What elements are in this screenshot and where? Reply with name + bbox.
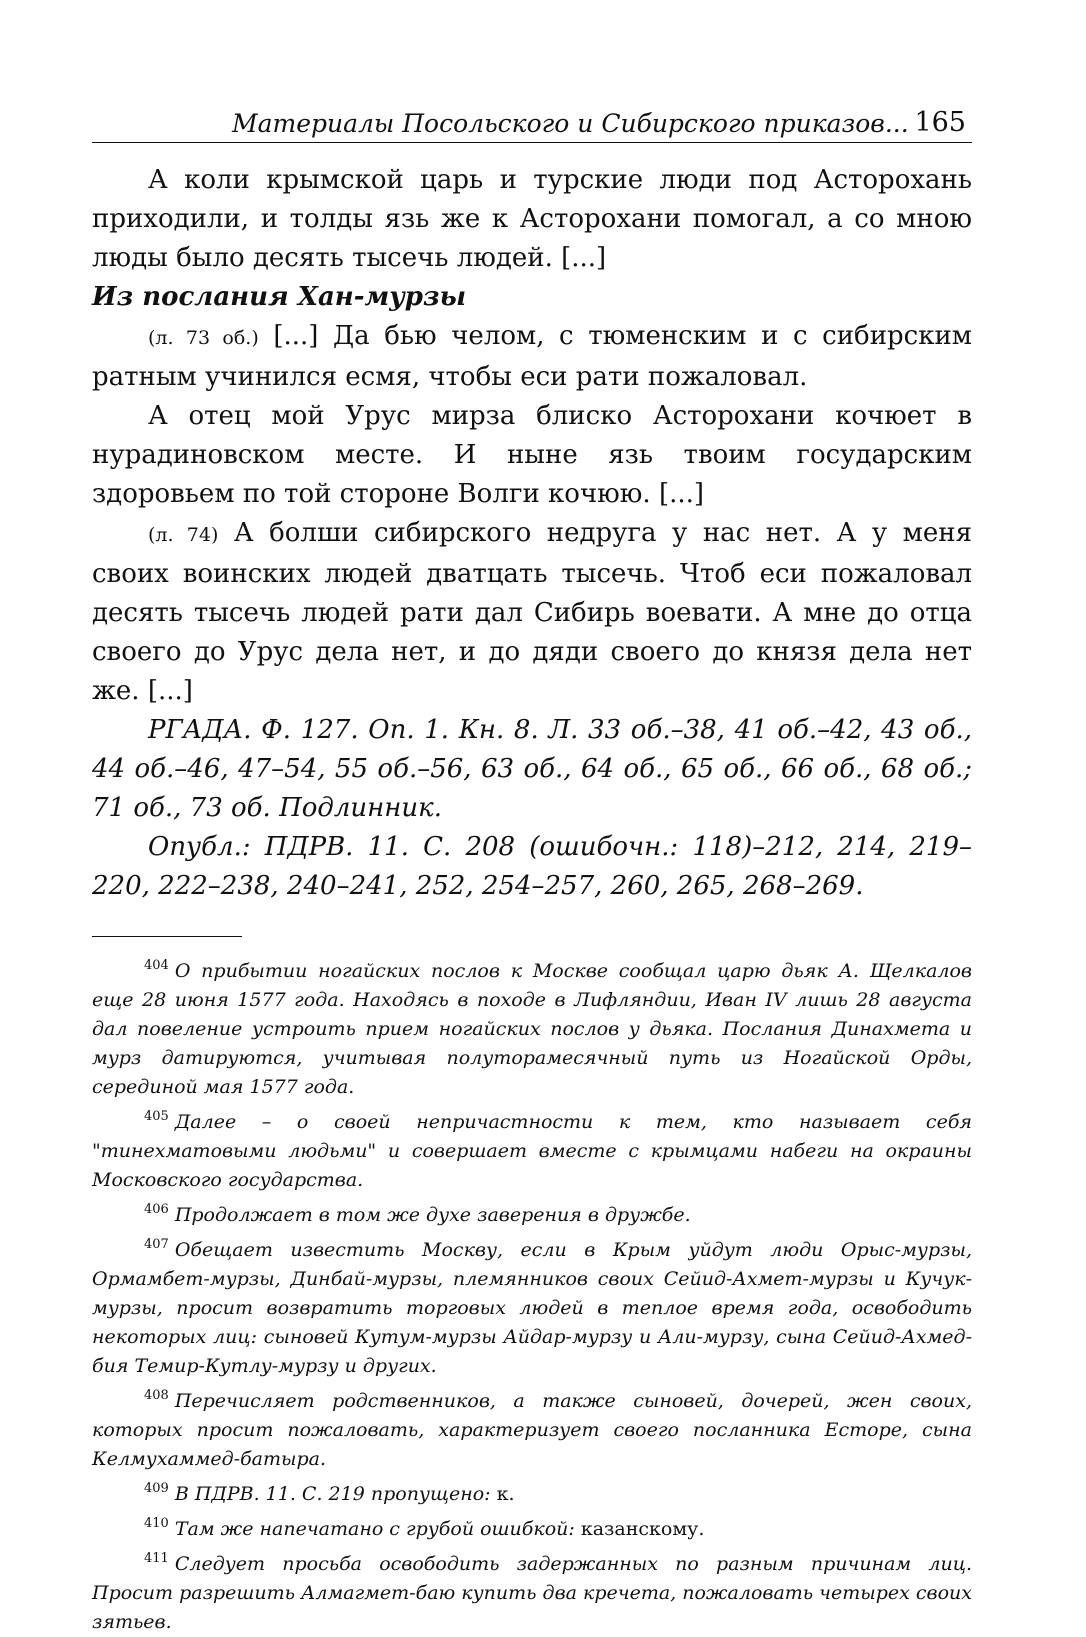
footnote — [92, 1230, 972, 1381]
paragraph-1: А коли крымской царь и турские люди под Асторохань приходили, и толды язь же к Асторохани помогал, а со мною люды было десять тысечь людей. [...] — [92, 165, 972, 273]
quoted-word: к. — [496, 1483, 515, 1505]
footnote-text: Далее – о своей непричастности к тем, кто называет себя "тинехматовыми людьми" и совершает вместе с крымцами набеги на окраины Московского государства. — [92, 1111, 972, 1191]
footnote-text: О прибытии ногайских послов к Москве сообщал царю дьяк А. Щелкалов еще 28 июня 1577 года. Находясь в походе в Лифляндии, Иван IV лишь 28 августа дал повеление устроить прием ногайских послов у дьяка. Послания Динахмета и мурз датируются, учитывая полуторамесячный путь из Ногайской Орды, серединой мая 1577 года. — [92, 960, 972, 1098]
footnote — [92, 1544, 972, 1637]
paragraph-4-text: А болши сибирского недруга у нас нет. А у меня своих воинских людей дватцать тысечь. Чтоб еси пожаловал десять тысечь людей рати дал Сибирь воевати. А мне до отца своего до Урус дела нет, и до дяди своего до князя дела нет же. [...] — [92, 518, 972, 706]
footnote-number: 406 — [144, 1202, 169, 1217]
paragraph-2-text: [...] Да бью челом, с тюменским и с сибирским ратным учинился есмя, чтобы еси рати пожаловал. — [92, 321, 973, 392]
folio-ref: (л. 74) — [148, 524, 219, 546]
footnote-number: 405 — [144, 1109, 169, 1124]
footnote — [92, 1102, 972, 1195]
footnote-number: 404 — [144, 958, 169, 973]
footnote — [92, 1381, 972, 1474]
footnote-number: 409 — [144, 1481, 169, 1496]
footnote-text: Обещает известить Москву, если в Крым уйдут люди Орыс-мурзы, Ормамбет-мурзы, Динбай-мурзы, племянников своих Сейид-Ахмет-мурзы и Кучук-мурзы, просит возвратить торговых людей в теплое время года, освободить некоторых лиц: сыновей Кутум-мурзы Айдар-мурзу и Али-мурзу, сына Сейид-Ахмед-бия Темир-Кутлу-мурзу и других. — [92, 1239, 972, 1377]
footnote-number: 411 — [144, 1551, 169, 1566]
footnote — [92, 1474, 972, 1509]
page — [92, 96, 972, 1637]
footnote-text: В ПДРВ. 11. С. 219 пропущено: — [174, 1483, 491, 1505]
archive-source: РГАДА. Ф. 127. Оп. 1. Кн. 8. Л. 33 об.–38, 41 об.–42, 43 об., 44 об.–46, 47–54, 55 об.–56, 63 об., 64 об., 65 об., 66 об., 68 об.; 71 об., 73 об. Подлинник. — [92, 715, 972, 823]
footnote-divider — [92, 936, 242, 937]
running-head — [92, 96, 972, 143]
page-number: 165 — [914, 107, 966, 138]
footnote-text: Следует просьба освободить задержанных по разным причинам лиц. Просит разрешить Алмагмет-баю купить два кречета, пожаловать четырех своих зятьев. — [92, 1553, 972, 1633]
footnote — [92, 951, 972, 1102]
footnote-text: Продолжает в том же духе заверения в дружбе. — [174, 1204, 691, 1226]
footnote-number: 408 — [144, 1388, 169, 1403]
paragraph-4 — [92, 514, 972, 711]
footnotes — [92, 951, 972, 1637]
folio-ref: (л. 73 об.) — [148, 327, 259, 349]
footnote-number: 410 — [144, 1516, 169, 1531]
footnote-text: Перечисляет родственников, а также сыновей, дочерей, жен своих, которых просит пожаловать, характеризует своего посланника Есторе, сына Келмухаммед-батыра. — [92, 1390, 972, 1470]
quoted-word: казанскому. — [580, 1518, 705, 1540]
paragraph-3: А отец мой Урус мирза блиско Асторохани кочюет в нурадиновском месте. И ныне язь твоим государским здоровьем по той стороне Волги кочюю. [...] — [92, 401, 972, 509]
section-heading: Из послания Хан-мурзы — [92, 282, 467, 312]
footnote-number: 407 — [144, 1237, 169, 1252]
footnote — [92, 1195, 972, 1230]
footnote — [92, 1509, 972, 1544]
paragraph-2 — [92, 317, 972, 397]
main-text — [92, 161, 972, 906]
running-title: Материалы Посольского и Сибирского приказов... — [232, 109, 909, 138]
footnote-text: Там же напечатано с грубой ошибкой: — [174, 1518, 575, 1540]
publication-source: Опубл.: ПДРВ. 11. С. 208 (ошибочн.: 118)–212, 214, 219–220, 222–238, 240–241, 252, 254–257, 260, 265, 268–269. — [92, 832, 972, 901]
